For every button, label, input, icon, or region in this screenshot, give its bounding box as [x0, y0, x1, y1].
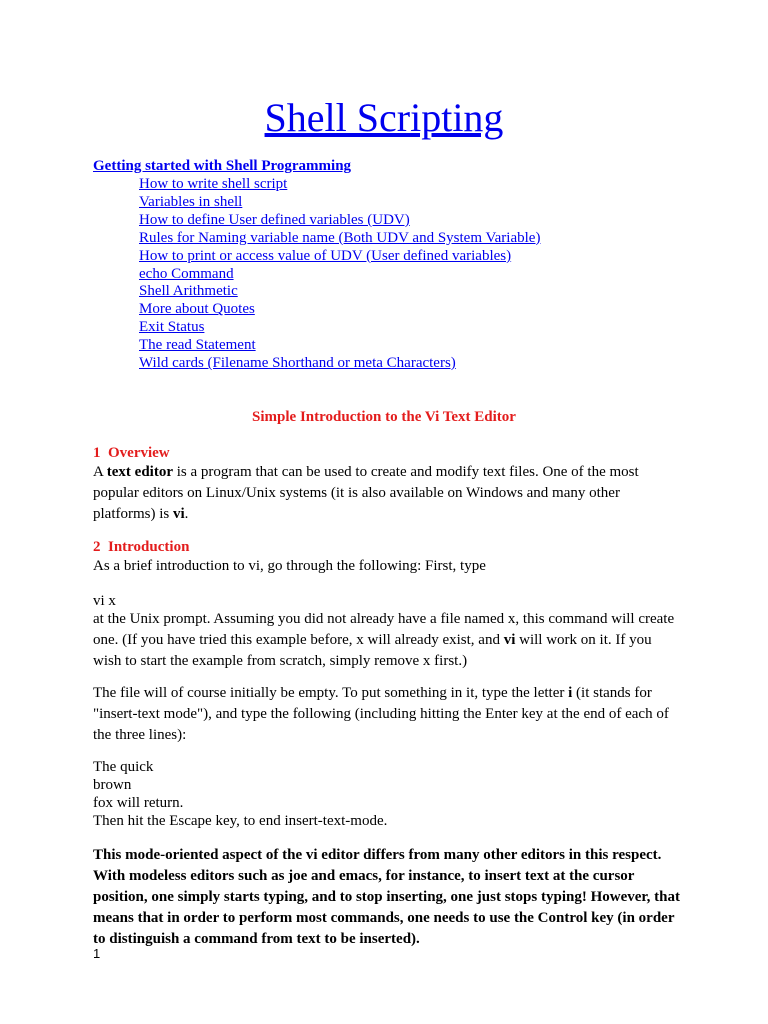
- toc-link[interactable]: How to write shell script: [139, 176, 288, 192]
- toc-item: [139, 301, 540, 319]
- toc-link[interactable]: How to print or access value of UDV (User defined variables): [139, 247, 512, 264]
- toc-item: [139, 176, 540, 194]
- intro-text: The file will of course initially be empty. To put something in it, type the letter: [93, 685, 569, 701]
- mode-oriented-paragraph: This mode-oriented aspect of the vi editor differs from many other editors in this respect. With modeless editors such as joe and emacs, for instance, to insert text at the cursor position, one simply starts typing, and to stop inserting, one just stops typing! However, that means that in order to perform most commands, one needs to use the Control key (in order to distinguish a command from text to be inserted).: [93, 847, 681, 947]
- introduction-heading-text: Introduction: [108, 539, 190, 555]
- intro-text: at the Unix prompt. Assuming you did not already have a file named x, this command will create one. (If you have tried this example before, x will already exist, and: [93, 611, 675, 648]
- example-line: fox will return.: [93, 795, 184, 811]
- section-title: Simple Introduction to the Vi Text Editor: [252, 409, 516, 425]
- page-title: [0, 92, 768, 144]
- example-lines: [93, 758, 683, 830]
- toc-link[interactable]: Variables in shell: [139, 193, 243, 210]
- toc-item: [139, 355, 540, 373]
- example-line: brown: [93, 777, 132, 793]
- toc-item: [139, 337, 540, 355]
- page-number: 1: [93, 946, 101, 961]
- toc-item: [139, 248, 540, 266]
- overview-text: A: [93, 464, 107, 480]
- toc-item: [139, 212, 540, 230]
- introduction-heading: [93, 538, 189, 556]
- toc-link[interactable]: More about Quotes: [139, 301, 255, 318]
- overview-text: is a program that can be used to create and modify text files. One of the most popular editors on Linux/Unix systems (it is also available on Windows and many other platforms) is: [93, 464, 639, 522]
- toc-link[interactable]: The read Statement: [139, 337, 256, 354]
- toc-link[interactable]: Shell Arithmetic: [139, 283, 238, 300]
- toc-item: [139, 283, 540, 301]
- command-line: vi x: [93, 593, 116, 609]
- toc-item: [139, 230, 540, 248]
- toc-link[interactable]: Exit Status: [139, 319, 205, 336]
- intro-text: will work on it. If you wish to start the example from scratch, simply remove x first.): [93, 632, 652, 669]
- introduction-number: 2: [93, 539, 101, 555]
- overview-term: text editor: [106, 464, 173, 480]
- toc-item: [139, 266, 540, 284]
- overview-term: vi: [173, 506, 185, 522]
- toc-heading-link[interactable]: Getting started with Shell Programming: [93, 158, 352, 174]
- introduction-paragraph-3: [93, 683, 683, 746]
- overview-number: 1: [93, 445, 101, 461]
- introduction-paragraph-2: [93, 609, 683, 672]
- example-line: The quick: [93, 759, 154, 775]
- intro-term: vi: [503, 632, 516, 648]
- toc-item: [139, 194, 540, 212]
- overview-paragraph: [93, 462, 683, 525]
- toc-link[interactable]: Rules for Naming variable name (Both UDV and System Variable): [139, 229, 541, 246]
- toc-link[interactable]: Wild cards (Filename Shorthand or meta Characters): [139, 355, 456, 372]
- title-link[interactable]: Shell Scripting: [264, 95, 504, 140]
- intro-term: i: [568, 685, 573, 701]
- intro-text: (it stands for "insert-text mode"), and type the following (including hitting the Enter key at the end of each of the three lines):: [93, 685, 669, 743]
- overview-heading: [93, 444, 170, 462]
- toc-item: [139, 319, 540, 337]
- introduction-line: As a brief introduction to vi, go through the following: First, type: [93, 558, 486, 574]
- toc-heading: [93, 157, 351, 175]
- example-line: Then hit the Escape key, to end insert-text-mode.: [93, 813, 388, 829]
- toc-link[interactable]: echo Command: [139, 265, 234, 282]
- overview-text: .: [184, 506, 189, 522]
- overview-heading-text: Overview: [108, 445, 170, 461]
- toc-link[interactable]: How to define User defined variables (UDV): [139, 211, 410, 228]
- toc-list: [139, 176, 540, 373]
